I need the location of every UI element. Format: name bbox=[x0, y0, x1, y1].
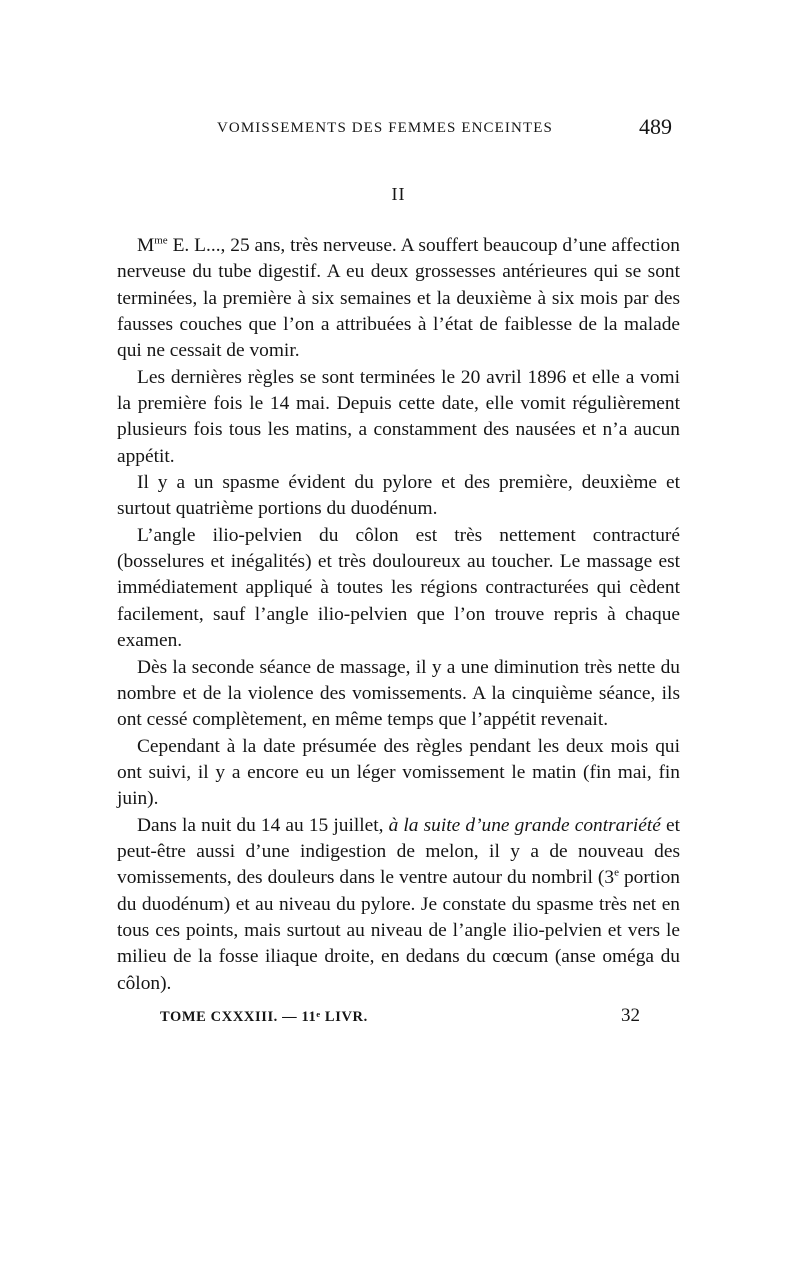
title-abbreviation: M bbox=[137, 235, 155, 256]
running-title: VOMISSEMENTS DES FEMMES ENCEINTES bbox=[217, 120, 553, 136]
paragraph-7-middle: et peut-être aussi d’une indigestion de melon, il y a de nouveau des vomissements, des douleurs dans le ventre autour du nombril (3 bbox=[117, 814, 680, 889]
ordinal-superscript: e bbox=[614, 866, 619, 879]
book-page bbox=[117, 108, 680, 1033]
page-number: 489 bbox=[639, 114, 672, 139]
title-abbreviation-superscript: me bbox=[154, 234, 168, 247]
body-text bbox=[117, 233, 680, 997]
running-head bbox=[117, 108, 680, 144]
paragraph-1 bbox=[117, 233, 680, 365]
paragraph-3: Il y a un spasme évident du pylore et des première, deuxième et surtout quatrième portions du duodénum. bbox=[117, 472, 680, 520]
section-heading: II bbox=[391, 184, 406, 204]
paragraph-2: Les dernières règles se sont terminées le 20 avril 1896 et elle a vomi la première fois le 14 mai. Depuis cette date, elle vomit régulièrement plusieurs fois tous les matins, a constamment des nausées et n’a aucun appétit. bbox=[117, 366, 680, 467]
italic-phrase: à la suite d’une grande contrariété bbox=[388, 814, 661, 836]
paragraph-7 bbox=[117, 813, 680, 997]
paragraph-1-text: E. L..., 25 ans, très nerveuse. A souffert beaucoup d’une affection nerveuse du tube digestif. A eu deux grossesses antérieures qui se sont terminées, la première à six semaines et la deuxième à six mois par des fausses couches que l’on a attribuées à l’état de faiblesse de la malade qui ne cessait de vomir. bbox=[117, 235, 680, 362]
paragraph-5: Dès la seconde séance de massage, il y a une diminution très nette du nombre et de la violence des vomissements. A la cinquième séance, ils ont cessé complètement, en même temps que l’appétit revenait. bbox=[117, 656, 680, 731]
paragraph-7-end: portion du duodénum) et au niveau du pylore. Je constate du spasme très net en tous ces points, mais surtout au niveau de l’angle ilio-pelvien et vers le milieu de la fosse iliaque droite, en dedans du cœcum (anse oméga du côlon). bbox=[117, 867, 680, 994]
sheet-number: 32 bbox=[621, 1004, 640, 1026]
paragraph-6: Cependant à la date présumée des règles pendant les deux mois qui ont suivi, il y a encore eu un léger vomissement le matin (fin mai, fin juin). bbox=[117, 735, 680, 810]
page-footer bbox=[117, 1003, 680, 1033]
paragraph-4: L’angle ilio-pelvien du côlon est très nettement contracturé (bosselures et inégalités) et très douloureux au toucher. Le massage est immédiatement appliqué à toutes les régions contracturées qui cèdent facilement, sauf l’angle ilio-pelvien que l’on trouve repris à chaque examen. bbox=[117, 524, 680, 652]
paragraph-7-lead: Dans la nuit du 14 au 15 juillet, bbox=[137, 814, 389, 836]
volume-signature: TOME CXXXIII. — 11ᵉ LIVR. bbox=[160, 1008, 368, 1025]
